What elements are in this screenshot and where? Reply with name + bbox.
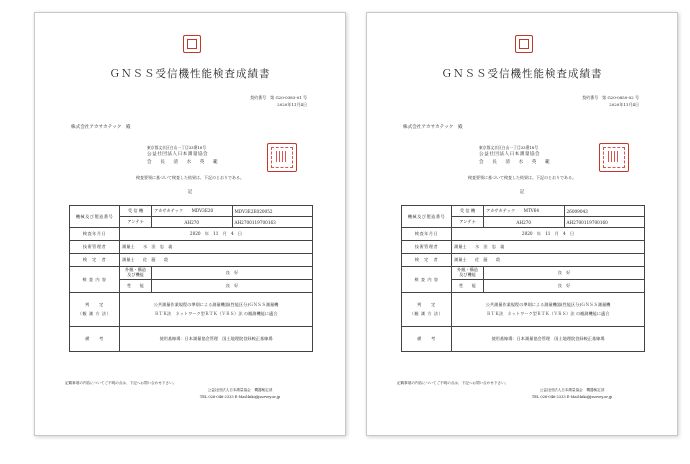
receiver-label: 受 信 機 xyxy=(452,206,484,217)
receiver-label: 受 信 機 xyxy=(120,206,152,217)
table-row xyxy=(402,241,645,254)
footer-organization: 公益社団法人日本測量協会 機器検定部 xyxy=(207,388,273,392)
document-title: ＧＮＳＳ受信機性能検査成績書 xyxy=(109,68,271,80)
inspection-table xyxy=(401,205,645,352)
footer-contact: TEL 026-046-2333 E-Mail:kiki@jsurvey.or.jp xyxy=(531,395,613,399)
contract-number: 契約番号 第 G20-0850-02 号 xyxy=(582,95,639,100)
issuer-organization: 公益社団法人日本測量協会 xyxy=(147,152,209,157)
manager-label: 技術管理者 xyxy=(70,241,120,254)
inspect-date-value: 2020 年 11 月 4 日 xyxy=(120,228,313,241)
table-row xyxy=(402,254,645,267)
issuer-organization: 公益社団法人日本測量協会 xyxy=(479,152,541,157)
receiver-serial: MDV3E2E020052 xyxy=(232,206,313,217)
antenna-serial: AH2700119700163 xyxy=(232,217,313,228)
issue-date: 2020年11月4日 xyxy=(277,102,307,107)
inspect-date-label: 検査年月日 xyxy=(70,228,120,241)
certificate-page-1 xyxy=(34,12,346,436)
table-row xyxy=(70,267,313,280)
remarks-value: 使用基線場：日本測量協会管理 国土地理院登録較正基線場 xyxy=(120,327,313,352)
receiver-serial: 26009043 xyxy=(564,206,645,217)
official-seal-icon xyxy=(267,143,297,172)
inspection-table xyxy=(69,205,313,352)
judge-line-2: ＲＴＫ法 ネットワーク型ＲＴＫ（ＶＲＳ）法 の観測機能に適合 xyxy=(154,311,278,316)
header-seal-icon xyxy=(515,35,533,53)
judge-subtitle: （観 測 方 法） xyxy=(409,311,444,316)
appearance-value: 良 好 xyxy=(152,267,313,280)
content-label: 検 査 内 容 xyxy=(402,267,452,293)
antenna-model: AH270 xyxy=(484,217,565,228)
inspector-value: 測量士 佐 藤 敦 xyxy=(452,254,645,267)
footer-note: 記載事項の内容についてご不明の点は、下記へお問い合わせ下さい。 xyxy=(65,381,177,385)
table-row xyxy=(70,206,313,217)
machine-label: 機械及び製造番号 xyxy=(70,206,120,228)
table-row xyxy=(70,241,313,254)
manager-label: 技術管理者 xyxy=(402,241,452,254)
inspector-value: 測量士 佐 藤 敦 xyxy=(120,254,313,267)
machine-label: 機械及び製造番号 xyxy=(402,206,452,228)
certificate-page-2 xyxy=(366,12,678,436)
judge-value xyxy=(452,293,645,327)
document-title: ＧＮＳＳ受信機性能検査成績書 xyxy=(441,68,603,80)
judge-line-1: 公共測量作業規程の準則による測量機器(性能区分)ＧＮＳＳ測量機 xyxy=(485,302,611,307)
antenna-model: AH270 xyxy=(152,217,233,228)
performance-label: 性 能 xyxy=(120,280,152,293)
table-row xyxy=(402,327,645,352)
antenna-label: アンテナ xyxy=(452,217,484,228)
official-seal-icon xyxy=(599,143,629,172)
judge-title: 判 定 xyxy=(417,302,436,307)
judge-label xyxy=(402,293,452,327)
appearance-label: 外観・構造 及び機能 xyxy=(452,267,484,280)
judge-label xyxy=(70,293,120,327)
issuer-address: 東京都文京区白山一丁目33番18号 xyxy=(479,145,539,150)
judge-line-1: 公共測量作業規程の準則による測量機器(性能区分)ＧＮＳＳ測量機 xyxy=(153,302,279,307)
table-row xyxy=(402,293,645,327)
table-row xyxy=(70,327,313,352)
judge-title: 判 定 xyxy=(85,302,104,307)
inspector-label: 検 定 者 xyxy=(402,254,452,267)
footer-contact: TEL 026-046-2333 E-Mail:kiki@jsurvey.or.jp xyxy=(199,395,281,399)
table-row xyxy=(70,254,313,267)
receiver-model: アカサカテック MDV3E20 xyxy=(152,206,233,217)
antenna-serial: AH2700119700160 xyxy=(564,217,645,228)
issuer-representative: 会 長 清 水 英 範 xyxy=(479,160,552,165)
inspect-date-value: 2020 年 11 月 4 日 xyxy=(452,228,645,241)
inspector-label: 検 定 者 xyxy=(70,254,120,267)
appearance-value: 良 好 xyxy=(484,267,645,280)
receiver-model: アカサカテック MTV64 xyxy=(484,206,565,217)
footer-note: 記載事項の内容についてご不明の点は、下記へお問い合わせ下さい。 xyxy=(397,381,509,385)
table-row xyxy=(402,267,645,280)
performance-label: 性 能 xyxy=(452,280,484,293)
header-seal-icon xyxy=(183,35,201,53)
table-row xyxy=(402,206,645,217)
issuer-address: 東京都文京区白山一丁目33番18号 xyxy=(147,145,207,150)
ki-heading: 記 xyxy=(187,190,193,195)
remarks-label: 備 考 xyxy=(70,327,120,352)
judge-subtitle: （観 測 方 法） xyxy=(77,311,112,316)
inspect-date-label: 検査年月日 xyxy=(402,228,452,241)
issuer-representative: 会 長 清 水 英 範 xyxy=(147,160,220,165)
appearance-label: 外観・構造 及び機能 xyxy=(120,267,152,280)
antenna-label: アンテナ xyxy=(120,217,152,228)
issue-date: 2020年11月4日 xyxy=(609,102,639,107)
footer-organization: 公益社団法人日本測量協会 機器検定部 xyxy=(539,388,605,392)
remarks-label: 備 考 xyxy=(402,327,452,352)
table-row xyxy=(70,228,313,241)
content-label: 検 査 内 容 xyxy=(70,267,120,293)
recipient: 株式会社アカサカテック 殿 xyxy=(403,125,463,130)
table-row xyxy=(70,293,313,327)
table-row xyxy=(402,228,645,241)
intro-text: 検査要領に基づいて検査した結果は、下記のとおりである。 xyxy=(468,175,576,180)
performance-value: 良 好 xyxy=(484,280,645,293)
judge-line-2: ＲＴＫ法 ネットワーク型ＲＴＫ（ＶＲＳ）法 の観測機能に適合 xyxy=(486,311,610,316)
contract-number: 契約番号 第 G20-0383-01 号 xyxy=(250,95,307,100)
manager-value: 測量士 水 田 忠 義 xyxy=(120,241,313,254)
ki-heading: 記 xyxy=(519,190,525,195)
remarks-value: 使用基線場：日本測量協会管理 国土地理院登録較正基線場 xyxy=(452,327,645,352)
manager-value: 測量士 水 田 忠 義 xyxy=(452,241,645,254)
performance-value: 良 好 xyxy=(152,280,313,293)
judge-value xyxy=(120,293,313,327)
recipient: 株式会社アカサカテック 殿 xyxy=(71,125,131,130)
intro-text: 検査要領に基づいて検査した結果は、下記のとおりである。 xyxy=(136,175,244,180)
